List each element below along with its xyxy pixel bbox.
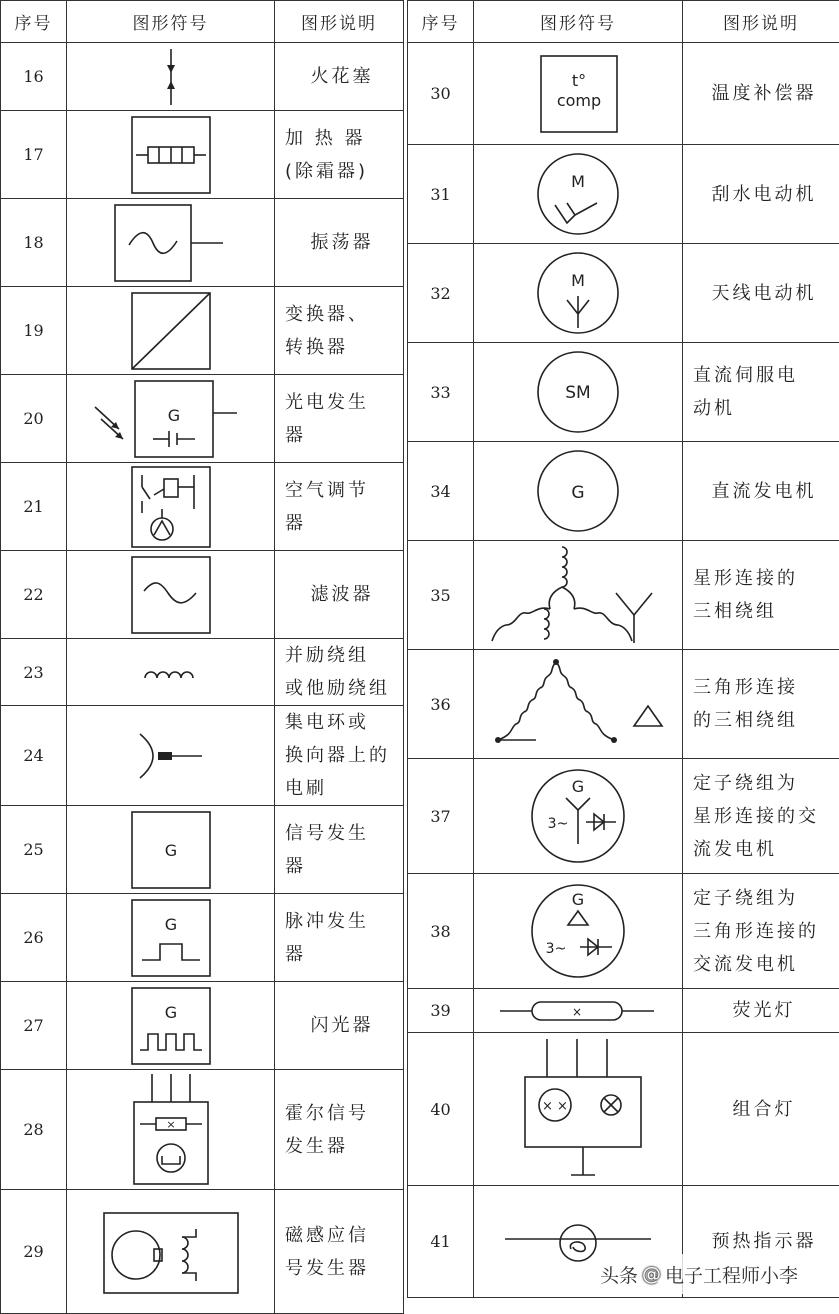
symbol-label: × (572, 1005, 582, 1019)
symbol-label: G (572, 777, 584, 796)
row-number: 39 (408, 989, 474, 1033)
row-symbol (474, 650, 683, 759)
table-row (1, 375, 404, 463)
row-description: 霍尔信号 发生器 (275, 1070, 404, 1190)
header-desc: 图形说明 (683, 1, 839, 43)
row-description: 信号发生 器 (275, 806, 404, 894)
symbol-label: 3~ (548, 816, 569, 832)
row-number: 23 (1, 639, 67, 706)
row-symbol (474, 343, 683, 442)
row-symbol (67, 463, 275, 551)
table-row (1, 1190, 404, 1314)
row-number: 16 (1, 43, 67, 111)
star-alternator-icon (528, 766, 628, 866)
table-header (408, 1, 839, 43)
table-row (1, 551, 404, 639)
row-description: 脉冲发生 器 (275, 894, 404, 982)
fluorescent-lamp-icon (498, 996, 658, 1026)
row-symbol (67, 639, 275, 706)
symbol-label: G (571, 483, 584, 503)
row-number: 17 (1, 111, 67, 199)
filter-icon (126, 553, 216, 637)
flasher-icon (126, 984, 216, 1068)
shunt-winding-icon (141, 662, 201, 682)
symbol-label: G (572, 890, 584, 909)
row-description: 荧光灯 (683, 989, 839, 1033)
row-number: 31 (408, 145, 474, 244)
table-row (1, 706, 404, 806)
header-symbol: 图形符号 (474, 1, 683, 43)
symbol-label: G (164, 915, 176, 934)
row-description: 光电发生 器 (275, 375, 404, 463)
table-row (408, 43, 839, 145)
table-row (1, 639, 404, 706)
spark-plug-icon (141, 47, 201, 107)
row-description: 定子绕组为 星形连接的交 流发电机 (683, 759, 839, 874)
table-row (408, 1033, 839, 1186)
table-row (408, 145, 839, 244)
symbol-label: t° (572, 71, 586, 90)
symbol-table-right (407, 0, 839, 1298)
symbol-label: G (167, 406, 179, 425)
temperature-compensator-icon (533, 52, 623, 136)
row-symbol (67, 375, 275, 463)
wiper-motor-icon (533, 149, 623, 239)
row-description: 集电环或 换向器上的 电刷 (275, 706, 404, 806)
table-row (408, 541, 839, 650)
table-row (1, 1070, 404, 1190)
symbol-label: M (571, 271, 585, 290)
row-symbol (67, 806, 275, 894)
magnetic-signal-generator-icon (96, 1207, 246, 1297)
header-desc: 图形说明 (275, 1, 404, 43)
row-number: 20 (1, 375, 67, 463)
antenna-motor-icon (533, 248, 623, 338)
watermark-source: 头条 (600, 1261, 638, 1288)
row-number: 25 (1, 806, 67, 894)
row-description: 磁感应信 号发生器 (275, 1190, 404, 1314)
row-description: 三角形连接 的三相绕组 (683, 650, 839, 759)
row-description: 空气调节 器 (275, 463, 404, 551)
symbol-label: comp (557, 91, 601, 110)
row-description: 温度补偿器 (683, 43, 839, 145)
table-row (1, 463, 404, 551)
row-symbol (474, 442, 683, 541)
row-symbol (67, 111, 275, 199)
table-row (408, 874, 839, 989)
signal-generator-icon (126, 808, 216, 892)
table-row (408, 989, 839, 1033)
converter-icon (126, 289, 216, 373)
row-description: 滤波器 (275, 551, 404, 639)
row-description: 组合灯 (683, 1033, 839, 1186)
row-number: 41 (408, 1186, 474, 1298)
row-symbol (474, 1033, 683, 1186)
photoelectric-generator-icon (91, 377, 251, 461)
row-symbol (474, 244, 683, 343)
table-row (1, 982, 404, 1070)
row-number: 27 (1, 982, 67, 1070)
table-row (408, 244, 839, 343)
row-symbol (67, 287, 275, 375)
row-description: 直流伺服电 动机 (683, 343, 839, 442)
symbol-label: G (164, 1003, 176, 1022)
brush-icon (126, 726, 216, 786)
watermark (600, 1254, 836, 1294)
row-number: 22 (1, 551, 67, 639)
row-symbol (474, 874, 683, 989)
table-row (1, 199, 404, 287)
hall-signal-generator-icon (126, 1072, 216, 1188)
header-symbol: 图形符号 (67, 1, 275, 43)
row-description: 定子绕组为 三角形连接的 交流发电机 (683, 874, 839, 989)
table-row (1, 806, 404, 894)
row-description: 直流发电机 (683, 442, 839, 541)
row-symbol (474, 541, 683, 650)
row-description: 变换器、 转换器 (275, 287, 404, 375)
table-row (408, 343, 839, 442)
row-symbol (67, 199, 275, 287)
row-number: 40 (408, 1033, 474, 1186)
row-symbol (474, 759, 683, 874)
row-number: 29 (1, 1190, 67, 1314)
watermark-author: 电子工程师小李 (665, 1261, 798, 1288)
row-symbol (67, 551, 275, 639)
header-no: 序号 (1, 1, 67, 43)
table-row (1, 894, 404, 982)
symbol-label: G (164, 841, 176, 860)
dc-generator-icon (533, 446, 623, 536)
table-row (408, 442, 839, 541)
symbol-table-left (0, 0, 404, 1314)
row-description: 加 热 器 (除霜器) (275, 111, 404, 199)
row-number: 26 (1, 894, 67, 982)
table-header (1, 1, 404, 43)
oscillator-icon (111, 201, 231, 285)
delta-alternator-icon (528, 881, 628, 981)
row-symbol (474, 43, 683, 145)
air-conditioner-icon (126, 465, 216, 549)
row-number: 30 (408, 43, 474, 145)
table-row (408, 650, 839, 759)
row-symbol (67, 1190, 275, 1314)
symbol-label: SM (565, 383, 590, 403)
table-row (1, 111, 404, 199)
row-number: 19 (1, 287, 67, 375)
symbol-label: × (166, 1118, 175, 1131)
row-number: 21 (1, 463, 67, 551)
symbol-label: 3~ (546, 941, 567, 957)
watermark-at: @ (642, 1263, 661, 1285)
row-symbol (67, 706, 275, 806)
row-description: 振荡器 (275, 199, 404, 287)
row-description: 并励绕组 或他励绕组 (275, 639, 404, 706)
pulse-generator-icon (126, 896, 216, 980)
row-number: 18 (1, 199, 67, 287)
row-symbol (67, 43, 275, 111)
delta-winding-icon (488, 654, 668, 754)
table-row (408, 759, 839, 874)
star-winding-icon (488, 543, 668, 647)
row-symbol (67, 894, 275, 982)
row-symbol (67, 982, 275, 1070)
symbol-label: × × (542, 1099, 568, 1114)
row-description: 预热指示器 (683, 1186, 839, 1298)
row-symbol (474, 989, 683, 1033)
dc-servo-motor-icon (533, 347, 623, 437)
row-description: 天线电动机 (683, 244, 839, 343)
row-number: 24 (1, 706, 67, 806)
row-symbol (474, 145, 683, 244)
row-description: 刮水电动机 (683, 145, 839, 244)
row-description: 星形连接的 三相绕组 (683, 541, 839, 650)
row-number: 34 (408, 442, 474, 541)
row-number: 36 (408, 650, 474, 759)
row-description: 火花塞 (275, 43, 404, 111)
row-number: 38 (408, 874, 474, 989)
combination-lamp-icon (513, 1037, 643, 1181)
heater-icon (126, 113, 216, 197)
row-number: 35 (408, 541, 474, 650)
row-number: 33 (408, 343, 474, 442)
symbol-label: M (571, 172, 585, 191)
table-row (1, 43, 404, 111)
row-description: 闪光器 (275, 982, 404, 1070)
row-number: 32 (408, 244, 474, 343)
row-number: 28 (1, 1070, 67, 1190)
row-symbol (67, 1070, 275, 1190)
header-no: 序号 (408, 1, 474, 43)
table-row (1, 287, 404, 375)
row-number: 37 (408, 759, 474, 874)
